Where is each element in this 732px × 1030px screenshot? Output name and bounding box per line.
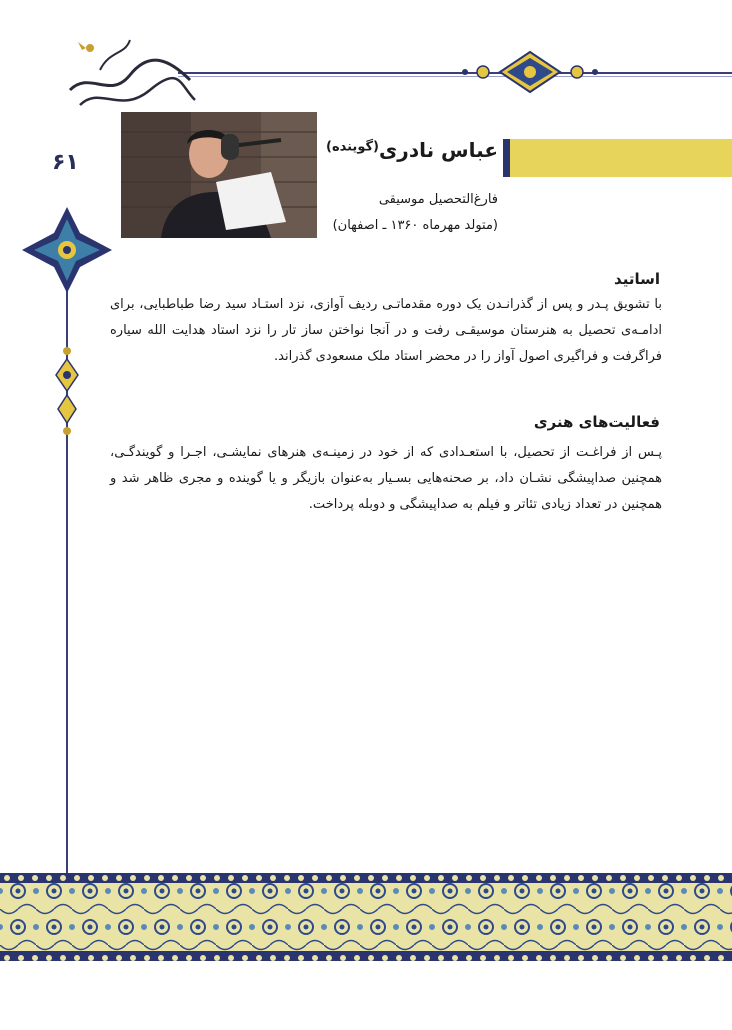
birth-line: (متولد مهرماه ۱۳۶۰ ـ اصفهان) <box>332 218 498 233</box>
side-rosette-icon <box>18 205 116 295</box>
teachers-paragraph: با تشویق پـدر و پس از گذرانـدن یک دوره مقدماتـی ردیف آوازی، نزد استـاد سید رضا طباطبایی، برای ادامـه‌ی تحصیل به هنرستان موسیقـی رفت و در آنجا نواختن ساز تار را نزد استاد هدایت الله سیاره فراگرفت و فراگیری اصول آواز را در محضر استاد ملک مسعودی گذراند. <box>110 297 662 364</box>
portrait-photo-microphone-icon <box>121 112 317 238</box>
decorative-border-band-icon <box>0 873 732 961</box>
name-banner-accent <box>503 139 510 177</box>
arts-heading: فعالیت‌های هنری <box>533 413 660 431</box>
side-pendant-icon <box>54 345 80 437</box>
person-name-heading <box>326 138 498 162</box>
education-line: فارغ‌التحصیل موسیقی <box>378 192 498 207</box>
profile-photo <box>121 112 317 238</box>
teachers-heading: اساتید <box>614 270 660 288</box>
side-rule <box>66 240 68 876</box>
name-banner <box>510 139 732 177</box>
arts-paragraph: پـس از فراغـت از تحصیل، با استعـدادی که از خود در زمینـه‌ی هنرهای نمایشـی، اجـرا و گویندگـی، همچنین صداپیشگی نشـان داد، بر صحنه‌هایی بسـیار به‌عنوان بازیگر و یا گوینده و مجری ظاهر شد و همچنین در تعداد زیادی تئاتر و فیلم به صداپیشگی و دوبله پرداخت. <box>110 445 662 512</box>
calligraphy-bird-logo-icon <box>60 30 200 120</box>
book-logo <box>60 30 200 120</box>
person-role: (گوینده) <box>326 139 379 155</box>
header-medallion-icon <box>455 50 605 94</box>
person-name: عباس نادری <box>378 138 498 162</box>
page-number: ۶۱ <box>52 150 79 175</box>
